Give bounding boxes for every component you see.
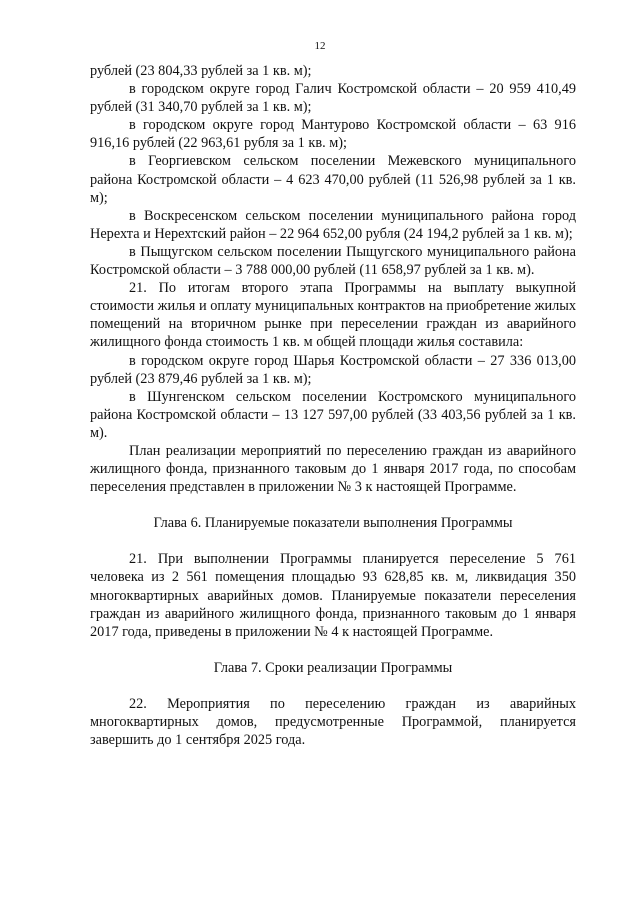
paragraph: План реализации мероприятий по переселению граждан из аварийного жилищного фонда, признанного таковым до 1 января 2017 года, по способам переселения представлен в приложении № 3 к настоящей Программе. [90, 442, 576, 496]
chapter-6-heading: Глава 6. Планируемые показатели выполнения Программы [153, 515, 513, 532]
chapter-7-heading: Глава 7. Сроки реализации Программы [213, 659, 453, 676]
paragraph: рублей (23 804,33 рублей за 1 кв. м); [90, 63, 312, 79]
document-body [90, 62, 576, 749]
paragraph: 22. Мероприятия по переселению граждан из аварийных многоквартирных домов, предусмотренные Программой, планируется завершить до 1 сентября 2025 года. [90, 695, 576, 749]
paragraph: в Шунгенском сельском поселении Костромского муниципального района Костромской области – 13 127 597,00 рублей (33 403,56 рублей за 1 кв. м). [90, 388, 576, 441]
paragraph: в Воскресенском сельском поселении муниципального района город Нерехта и Нерехтский район – 22 964 652,00 рубля (24 194,2 рублей за 1 кв. м); [90, 207, 576, 242]
paragraph: 21. По итогам второго этапа Программы на выплату выкупной стоимости жилья и оплату муниципальных контрактов на приобретение жилых помещений на вторичном рынке при переселении граждан из аварийного жилищного фонда стоимость 1 кв. м общей площади жилья составила: [90, 280, 576, 351]
paragraph: в городском округе город Шарья Костромской области – 27 336 013,00 рублей (23 879,46 рублей за 1 кв. м); [90, 352, 576, 387]
paragraph: в городском округе город Галич Костромской области – 20 959 410,49 рублей (31 340,70 рублей за 1 кв. м); [90, 81, 576, 116]
paragraph: в Георгиевском сельском поселении Межевского муниципального района Костромской области – 4 623 470,00 рублей (11 526,98 рублей за 1 кв. м); [90, 153, 576, 206]
paragraph: в Пыщугском сельском поселении Пыщугского муниципального района Костромской области – 3 788 000,00 рублей (11 658,97 рублей за 1 кв. м). [90, 243, 576, 279]
paragraph: в городском округе город Мантурово Костромской области – 63 916 916,16 рублей (22 963,61 рубля за 1 кв. м); [90, 117, 576, 152]
page-number: 12 [314, 40, 326, 52]
paragraph: 21. При выполнении Программы планируется переселение 5 761 человека из 2 561 помещения площадью 93 628,85 кв. м, ликвидация 350 многоквартирных аварийных домов. Планируемые показатели переселения граждан из аварийного жилищного фонда, признанного таковым до 1 января 2017 года, приведены в приложении № 4 к настоящей Программе. [90, 551, 576, 640]
